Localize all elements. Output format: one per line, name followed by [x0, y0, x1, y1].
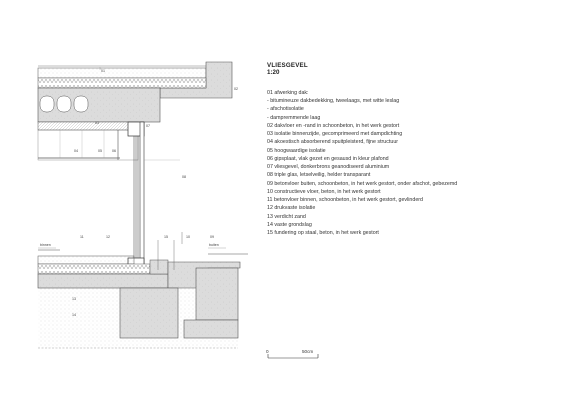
tag-06: 06: [112, 149, 116, 153]
legend-item: 09 betonvloer buiten, schoonbeton, in het werk gestort, onder afschot, gebezemd: [267, 180, 458, 187]
legend-list: [267, 89, 557, 238]
legend-item: 14 vaste grondslag: [267, 221, 312, 228]
legend-item: 03 isolatie binnenzijde, gecomprimeerd met dampdichting: [267, 131, 403, 138]
scale-bar-start: 0: [266, 349, 269, 354]
interior-screed: [38, 256, 134, 264]
legend-item: 07 vliesgevel, donkerbrons geanodiseerd aluminium: [267, 164, 390, 171]
legend-item: - bitumineuze dakbedekking, tweelaags, met witte leslag: [267, 98, 400, 105]
legend-item: - dampremmende laag: [267, 114, 321, 121]
legend-item: 08 triple glas, letselveilig, helder transparant: [267, 172, 371, 179]
roof-assembly: [38, 62, 232, 160]
tag-03: 03: [95, 121, 99, 125]
roof-insulation: [38, 78, 206, 88]
legend-item: 01 afwerking dak:: [267, 89, 309, 96]
label-exterior: buiten: [209, 243, 219, 247]
foundation-strip: [184, 320, 238, 338]
label-interior: binnen: [40, 243, 51, 247]
tag-10: 10: [186, 235, 190, 239]
legend-item: 11 betonvloer binnen, schoonbeton, in het werk gestort, gevlinderd: [267, 197, 423, 204]
tag-07: 07: [146, 124, 150, 128]
tag-09: 09: [210, 235, 214, 239]
scale-bar: [266, 349, 318, 358]
roof-slab: [38, 88, 160, 122]
curtain-wall: [128, 122, 180, 268]
tag-12: 12: [106, 235, 110, 239]
legend-item: 06 gipsplaat, vlak gezet en gesausd in kleur plafond: [267, 155, 389, 162]
ceiling-void: [38, 130, 138, 160]
tag-02: 02: [234, 87, 238, 91]
legend-item: - afschotisolatie: [267, 106, 304, 113]
tag-14: 14: [72, 313, 76, 317]
floor-insulation: [38, 264, 150, 274]
legend-item: 15 fundering op staal, beton, in het werk gestort: [267, 230, 379, 237]
legend-panel: [267, 62, 557, 237]
tag-04: 04: [74, 149, 78, 153]
tag-15: 15: [164, 235, 168, 239]
mullion-profile: [140, 122, 144, 267]
legend-title: VLIESGEVEL: [267, 62, 308, 69]
legend-item: 04 akoestisch absorberend spuitpleisterd, fijne structuur: [267, 139, 399, 146]
legend-item: 05 hoogwaardige isolatie: [267, 147, 326, 154]
tag-13: 13: [72, 297, 76, 301]
tag-11: 11: [80, 235, 84, 239]
legend-item: 13 verdicht zand: [267, 213, 306, 220]
legend-item: 12 drukvaste isolatie: [267, 205, 316, 212]
foundation-wall: [196, 268, 238, 320]
ceiling-insulation: [38, 122, 138, 130]
tag-05: 05: [98, 149, 102, 153]
legend-item: 10 constructieve vloer, beton, in het werk gestort: [267, 188, 381, 195]
tag-01: 01: [101, 69, 105, 73]
scale-bar-end: 50cm: [302, 349, 314, 354]
legend-scale: 1:20: [267, 69, 280, 77]
legend-item: 02 dakvloer en -rand in schoonbeton, in het werk gestort: [267, 122, 400, 129]
structural-floor: [38, 274, 168, 288]
foundation-footing: [120, 288, 178, 338]
tag-08: 08: [182, 175, 186, 179]
roof-finish: [38, 68, 206, 78]
